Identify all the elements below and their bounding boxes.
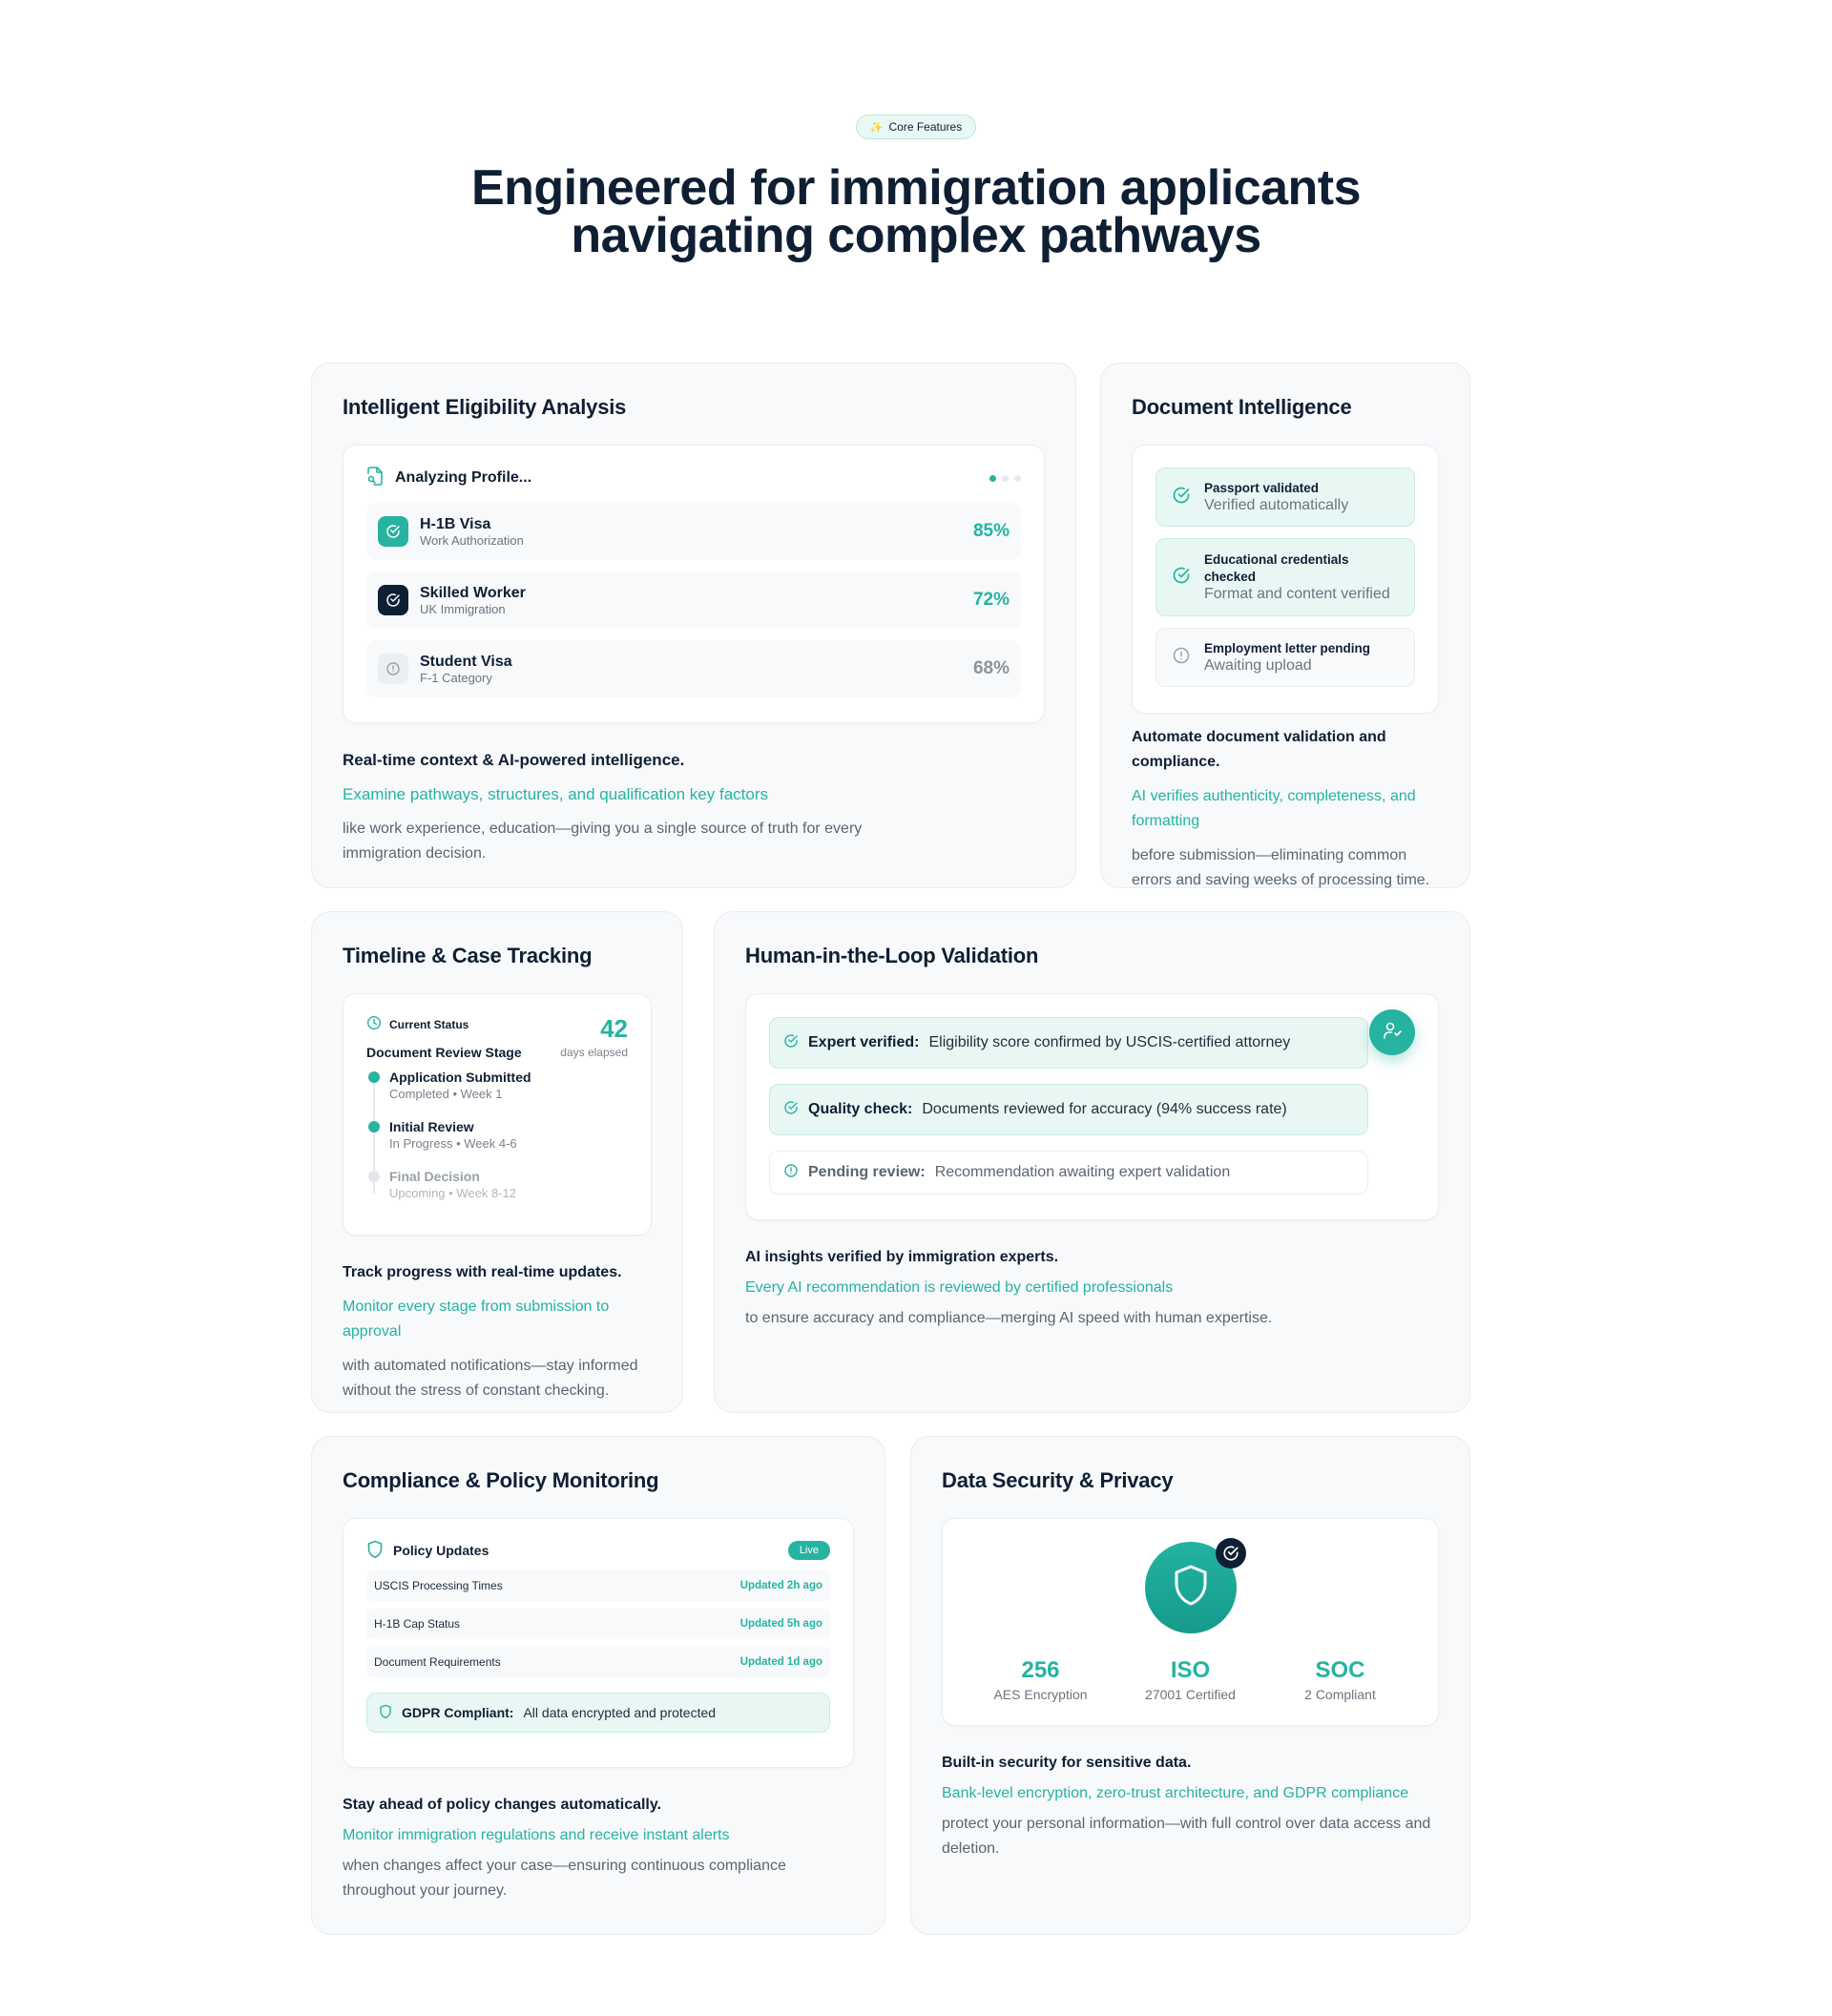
expert-avatar-button[interactable]: [1369, 1009, 1415, 1055]
badge-label: Core Features: [888, 120, 963, 134]
card-description: AI insights verified by immigration experts. Every AI recommendation is reviewed by certified professionals to ensure accuracy and compliance—merging AI speed with human expertise.: [745, 1249, 1273, 1326]
match-percentage: 68%: [972, 658, 1010, 678]
clock-icon: [366, 1015, 382, 1033]
human-validation-card: [714, 911, 1470, 1413]
visa-row-student[interactable]: Student Visa F-1 Category 68%: [366, 640, 1021, 697]
security-shield: [1145, 1542, 1237, 1633]
alert-circle-icon: [1172, 646, 1191, 669]
step-dot: [368, 1071, 380, 1083]
stat-iso: ISO 27001 Certified: [1145, 1657, 1236, 1702]
card-title: Timeline & Case Tracking: [343, 944, 593, 967]
shield-icon: [1172, 1564, 1210, 1612]
step-dot: [368, 1121, 380, 1133]
match-percentage: 85%: [972, 521, 1010, 541]
current-stage: Document Review Stage: [366, 1045, 522, 1060]
card-title: Intelligent Eligibility Analysis: [343, 395, 627, 419]
stat-aes: 256 AES Encryption: [993, 1657, 1088, 1702]
alert-circle-icon: [378, 654, 408, 684]
timeline-step: Application Submitted Completed • Week 1: [389, 1070, 628, 1119]
card-description: Automate document validation and compliance. AI verifies authenticity, completeness, and formatting before submission—eliminating common errors and saving weeks of processing time.: [1132, 729, 1430, 888]
card-description: Stay ahead of policy changes automatically. Monitor immigration regulations and receive instant alerts when changes affect your case—ensuring continuous compliance throughout your journey.: [343, 1797, 786, 1899]
policy-updates-panel: Policy Updates Live USCIS Processing Times Updated 2h ago H-1B Cap Status Updated 5h ago Document Requirements Updated 1d ago GDPR Compliant: All data encrypted and protected: [343, 1518, 854, 1768]
progress-dots: [989, 475, 1021, 482]
card-description: Real-time context & AI-powered intelligence. Examine pathways, structures, and qualification key factors like work experience, education—giving you a single source of truth for every immigration decision.: [343, 751, 863, 862]
timeline-step: Initial Review In Progress • Week 4-6: [389, 1119, 628, 1169]
policy-row[interactable]: H-1B Cap Status Updated 5h ago: [366, 1609, 830, 1639]
document-intelligence-card: [1100, 363, 1470, 888]
core-features-badge: [856, 114, 976, 139]
compliance-monitoring-card: [311, 1436, 885, 1935]
validation-item-pending: Pending review: Recommendation awaiting expert validation: [769, 1151, 1368, 1195]
live-badge: Live: [788, 1541, 830, 1560]
alert-circle-icon: [783, 1163, 799, 1183]
step-dot: [368, 1171, 380, 1182]
card-title: Document Intelligence: [1132, 395, 1352, 419]
document-item-passport[interactable]: Passport validated Verified automatically: [1155, 468, 1415, 527]
document-item-employment-letter[interactable]: Employment letter pending Awaiting upload: [1155, 628, 1415, 687]
policy-row[interactable]: Document Requirements Updated 1d ago: [366, 1647, 830, 1677]
sparkle-icon: ✨: [869, 121, 884, 134]
check-circle-icon: [1172, 486, 1191, 509]
gdpr-status: GDPR Compliant: All data encrypted and protected: [366, 1693, 830, 1733]
timeline-step: Final Decision Upcoming • Week 8-12: [389, 1169, 628, 1218]
security-stats: [966, 1658, 1415, 1702]
stat-soc: SOC 2 Compliant: [1304, 1657, 1376, 1702]
validation-item-expert: Expert verified: Eligibility score confirmed by USCIS-certified attorney: [769, 1017, 1368, 1069]
card-title: Human-in-the-Loop Validation: [745, 944, 1039, 967]
user-check-icon: [1382, 1020, 1403, 1046]
check-circle-icon: [783, 1100, 799, 1120]
features-header: [0, 114, 1832, 263]
visa-row-skilled-worker[interactable]: Skilled Worker UK Immigration 72%: [366, 572, 1021, 629]
check-circle-icon: [378, 585, 408, 615]
shield-icon: [379, 1704, 392, 1722]
validation-item-quality: Quality check: Documents reviewed for accuracy (94% success rate): [769, 1084, 1368, 1135]
verified-badge-icon: [1216, 1538, 1246, 1569]
security-panel: [942, 1518, 1439, 1726]
eligibility-analysis-card: [311, 363, 1076, 888]
validation-panel: [745, 993, 1439, 1220]
timeline-steps: [366, 1070, 628, 1218]
days-elapsed: 42 days elapsed: [560, 1014, 628, 1059]
card-description: Track progress with real-time updates. Monitor every stage from submission to approval with automated notifications—stay informed without the stress of constant checking.: [343, 1264, 638, 1399]
data-security-card: [910, 1436, 1470, 1935]
document-search-icon: [366, 467, 384, 490]
timeline-tracking-card: [311, 911, 683, 1413]
check-circle-icon: [378, 516, 408, 547]
panel-title: Analyzing Profile...: [395, 469, 532, 486]
document-item-credentials[interactable]: Educational credentials checked Format and content verified: [1155, 538, 1415, 616]
policy-row[interactable]: USCIS Processing Times Updated 2h ago: [366, 1570, 830, 1601]
visa-row-h1b[interactable]: H-1B Visa Work Authorization 85%: [366, 503, 1021, 560]
card-title: Data Security & Privacy: [942, 1468, 1174, 1492]
case-status-panel: Current Status Document Review Stage 42 days elapsed Application Submitted Completed • Week 1 Initial Review In Progress • Week 4-6 Final Decision Upcoming • Week 8-12: [343, 993, 652, 1236]
check-circle-icon: [783, 1033, 799, 1053]
shield-icon: [366, 1540, 384, 1562]
card-title: Compliance & Policy Monitoring: [343, 1468, 659, 1492]
match-percentage: 72%: [972, 590, 1010, 610]
analyzing-profile-panel: [343, 445, 1045, 723]
page-title: Engineered for immigration applicants navigating complex pathways: [470, 160, 1362, 263]
document-checklist-panel: [1132, 445, 1439, 714]
check-circle-icon: [1172, 566, 1191, 589]
card-description: Built-in security for sensitive data. Bank-level encryption, zero-trust architecture, and GDPR compliance protect your personal information—with full control over data access and deletion.: [942, 1755, 1431, 1857]
